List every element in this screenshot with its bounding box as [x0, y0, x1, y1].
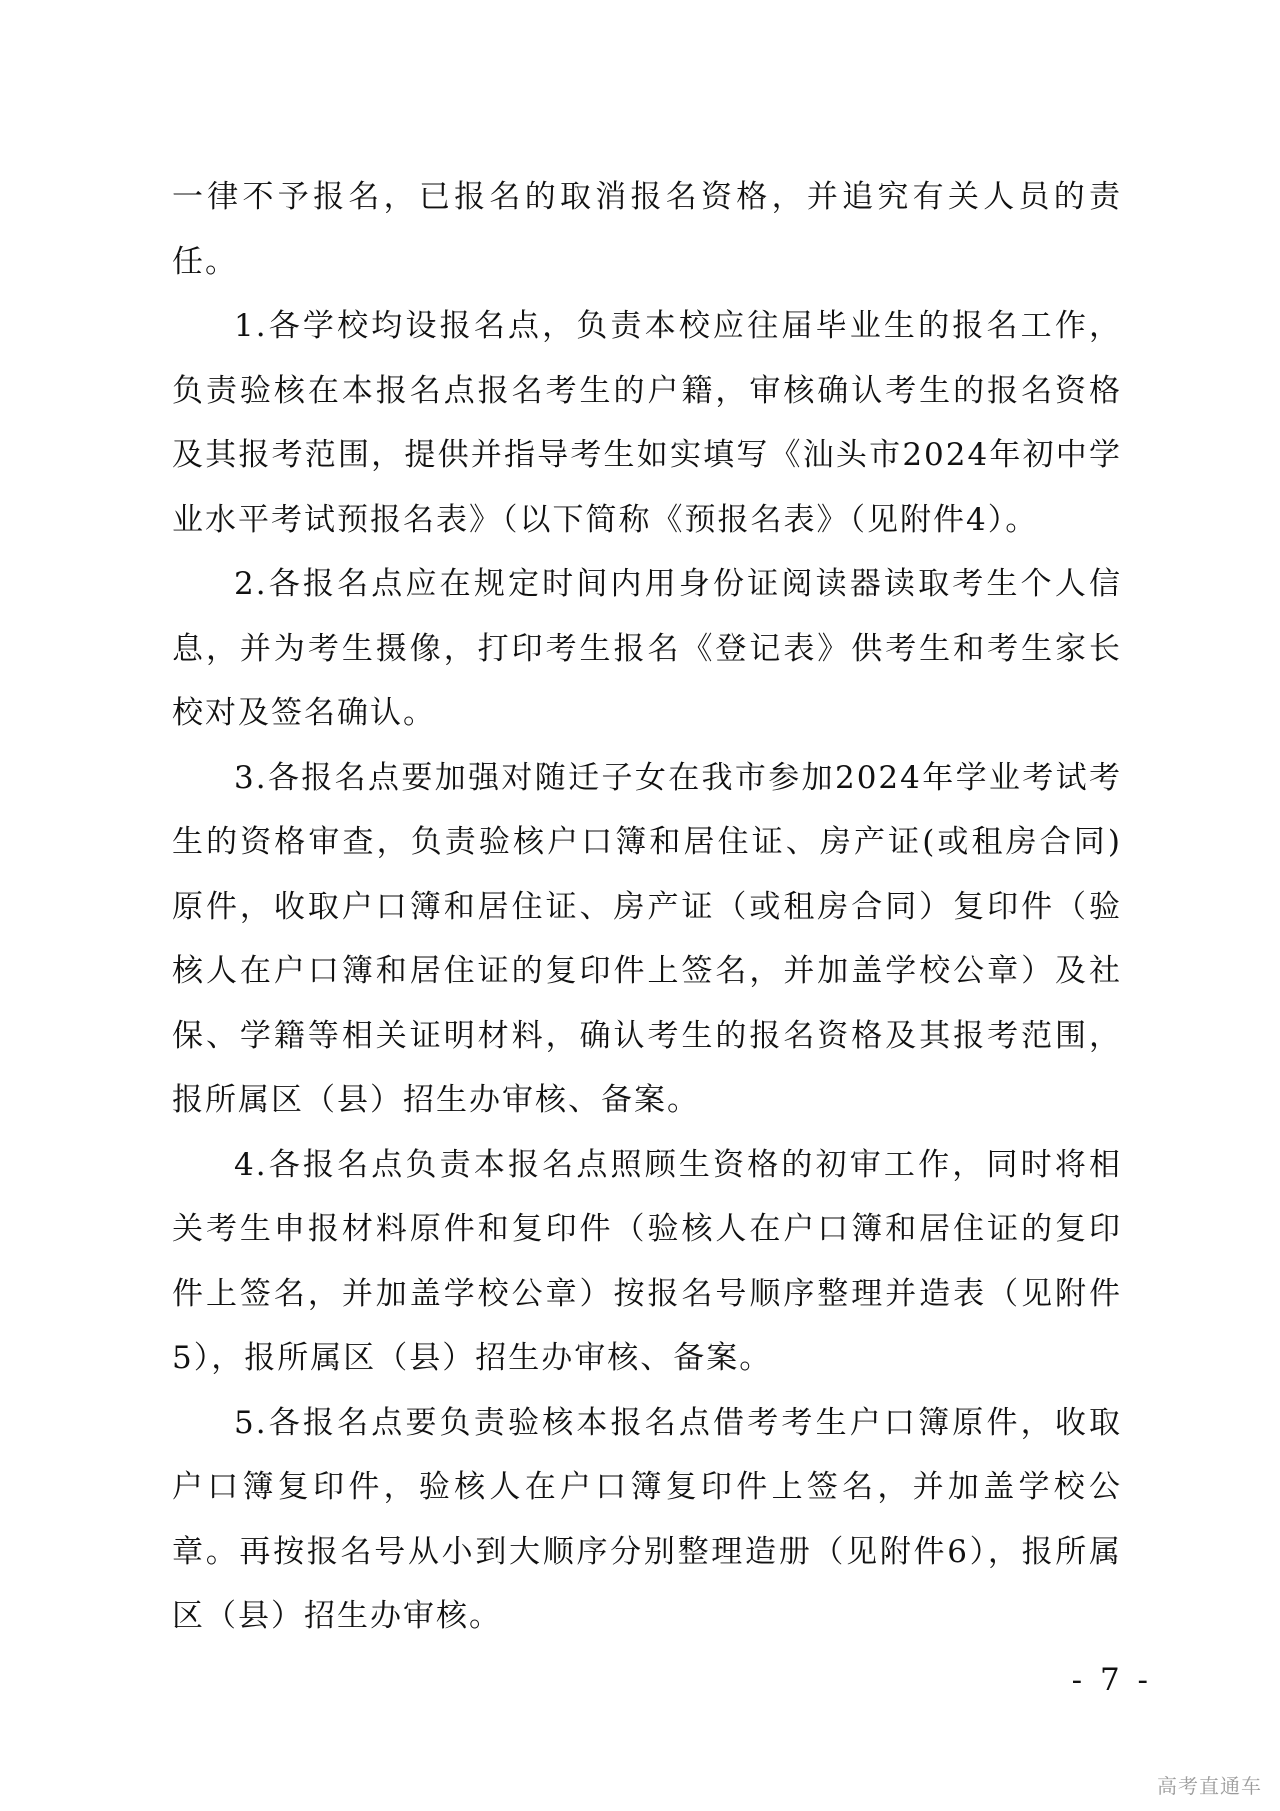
- paragraph: 2.各报名点应在规定时间内用身份证阅读器读取考生个人信息，并为考生摄像，打印考生报名《登记表》供考生和考生家长校对及签名确认。: [172, 566, 1122, 731]
- document-body: [172, 165, 1122, 1649]
- page-number: - 7 -: [1071, 1662, 1152, 1698]
- paragraph: 3.各报名点要加强对随迁子女在我市参加2024年学业考试考生的资格审查，负责验核户口簿和居住证、房产证(或租房合同)原件，收取户口簿和居住证、房产证（或租房合同）复印件（验核人在户口簿和居住证的复印件上签名，并加盖学校公章）及社保、学籍等相关证明材料，确认考生的报名资格及其报考范围，报所属区（县）招生办审核、备案。: [172, 759, 1122, 1118]
- paragraph: 一律不予报名，已报名的取消报名资格，并追究有关人员的责任。: [172, 179, 1122, 280]
- paragraph: 4.各报名点负责本报名点照顾生资格的初审工作，同时将相关考生申报材料原件和复印件（验核人在户口簿和居住证的复印件上签名，并加盖学校公章）按报名号顺序整理并造表（见附件5），报所属区（县）招生办审核、备案。: [172, 1146, 1122, 1376]
- watermark: 高考直通车: [1157, 1774, 1262, 1798]
- paragraph: 1.各学校均设报名点，负责本校应往届毕业生的报名工作，负责验核在本报名点报名考生的户籍，审核确认考生的报名资格及其报考范围，提供并指导考生如实填写《汕头市2024年初中学业水平考试预报名表》（以下简称《预报名表》（见附件4）。: [172, 308, 1122, 538]
- paragraph: 5.各报名点要负责验核本报名点借考考生户口簿原件，收取户口簿复印件，验核人在户口簿复印件上签名，并加盖学校公章。再按报名号从小到大顺序分别整理造册（见附件6），报所属区（县）招生办审核。: [172, 1404, 1122, 1634]
